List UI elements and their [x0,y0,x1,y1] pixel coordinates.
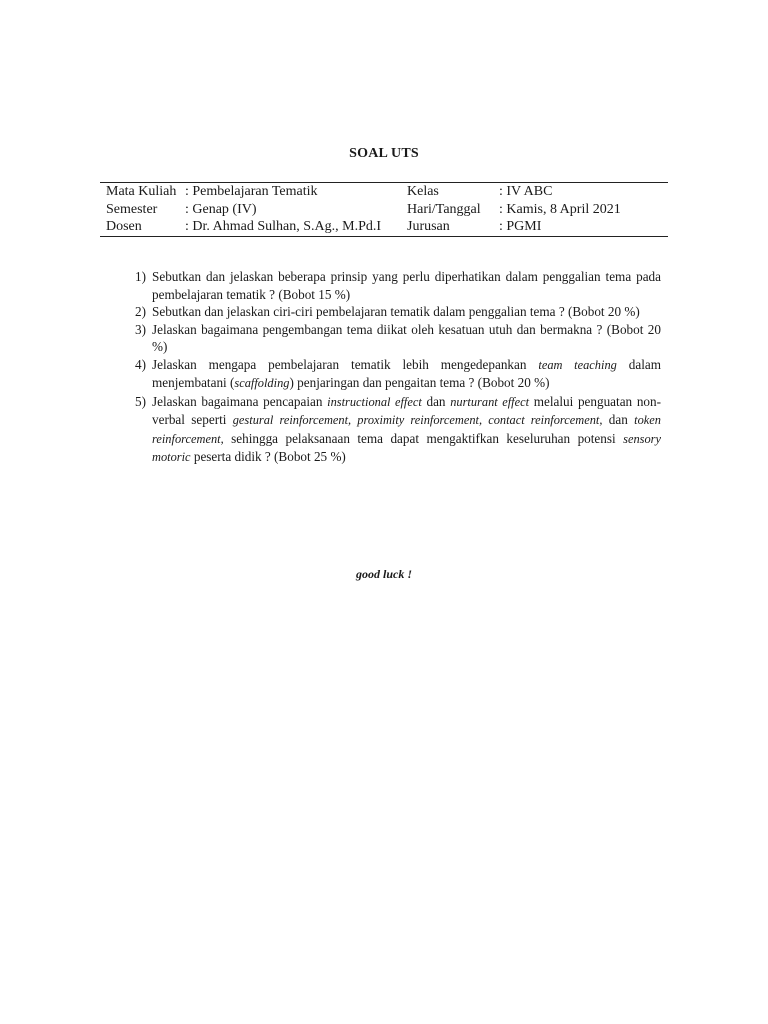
date-value: : Kamis, 8 April 2021 [499,201,621,217]
question-text: Jelaskan mengapa pembelajaran tematik lebih mengedepankan team teaching dalam menjembatani (scaffolding) penjaringan dan pengaitan tema ? (Bobot 20 %) [152,356,661,390]
question-text: Jelaskan bagaimana pencapaian instructional effect dan nurturant effect melalui penguatan non-verbal seperti gestural reinforcement, proximity reinforcement, contact reinforcement, dan token reinforcement, sehingga pelaksanaan tema dapat mengaktifkan keseluruhan potensi sensory motoric peserta didik ? (Bobot 25 %) [152,393,661,464]
lecturer-value: : Dr. Ahmad Sulhan, S.Ag., M.Pd.I [185,219,382,234]
department-value: : PGMI [499,219,542,234]
document-title: SOAL UTS [349,146,419,161]
course-info-table [100,182,668,237]
question-item [100,268,661,303]
date-label: Hari/Tanggal [407,201,481,217]
info-row-semester [100,201,668,219]
info-row-course [100,183,668,201]
question-list [100,268,661,467]
question-number: 2) [135,304,146,319]
class-value: : IV ABC [499,184,553,199]
question-text: Jelaskan bagaimana pengembangan tema diikat oleh kesatuan utuh dan bermakna ? (Bobot 20 %) [152,321,661,354]
closing-message: good luck ! [355,567,412,581]
info-row-lecturer [100,218,668,236]
question-item [100,321,661,356]
question-item [100,393,661,467]
question-number: 1) [135,269,146,284]
question-number: 4) [135,356,146,372]
question-number: 5) [135,393,146,409]
course-value: : Pembelajaran Tematik [185,184,318,199]
semester-value: : Genap (IV) [185,201,257,217]
course-label: Mata Kuliah [106,184,177,199]
question-item [100,303,661,321]
class-label: Kelas [407,184,439,199]
question-text: Sebutkan dan jelaskan ciri-ciri pembelajaran tematik dalam penggalian tema ? (Bobot 20 %) [152,304,640,319]
question-text: Sebutkan dan jelaskan beberapa prinsip yang perlu diperhatikan dalam penggalian tema pada pembelajaran tematik ? (Bobot 15 %) [152,269,661,302]
question-item [100,356,661,393]
department-label: Jurusan [407,219,450,234]
lecturer-label: Dosen [106,219,142,234]
question-number: 3) [135,321,146,337]
semester-label: Semester [106,201,158,217]
